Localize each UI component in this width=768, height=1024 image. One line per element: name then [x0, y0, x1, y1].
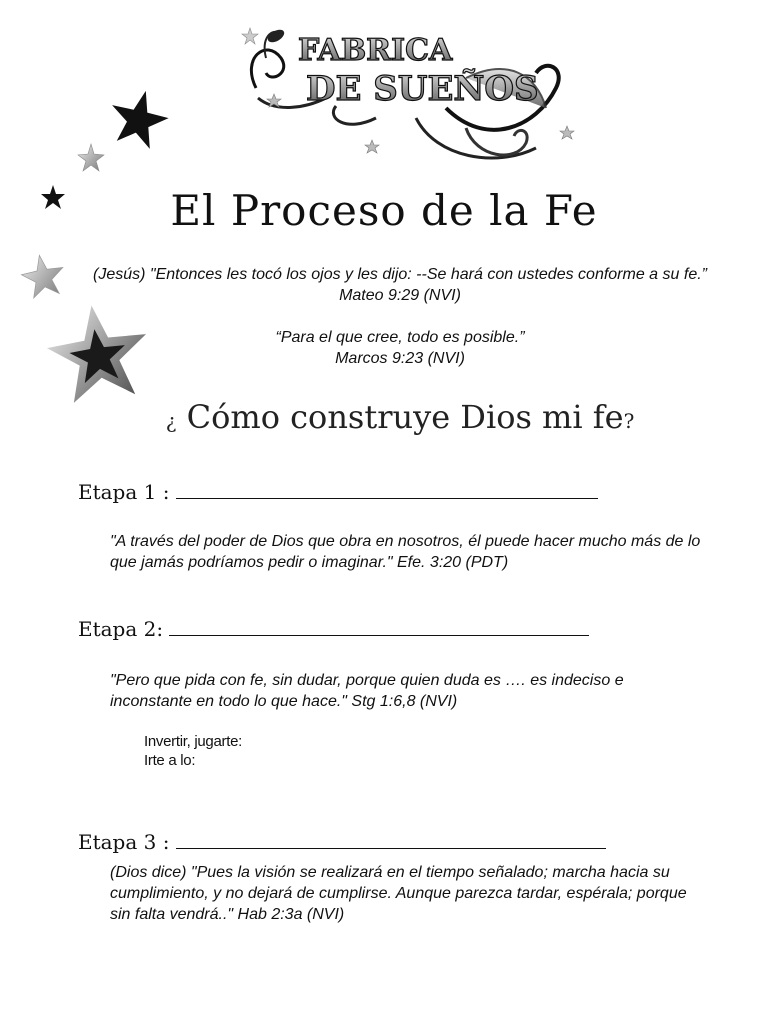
- verse-1: [0, 264, 768, 306]
- star-icon: [105, 85, 173, 152]
- stage-3-heading: Etapa 3 :: [78, 830, 606, 854]
- stage-1-quote: [110, 531, 740, 573]
- stage-3-quote: [110, 862, 740, 925]
- stage-2-quote: [110, 670, 740, 712]
- note-invertir: Invertir, jugarte:: [144, 733, 242, 750]
- verse-1-ref: Mateo 9:29 (NVI): [339, 287, 461, 304]
- stage-2-heading: Etapa 2:: [78, 617, 589, 641]
- stage-3-quote-line1: (Dios dice) "Pues la visión se realizará en el tiempo señalado; marcha hacia su: [110, 864, 670, 881]
- stage-1-label: Etapa 1: [78, 480, 157, 504]
- verse-2-text: “Para el que cree, todo es posible.”: [275, 329, 525, 346]
- note-irte: Irte a lo:: [144, 752, 196, 769]
- heading-open-mark: ¿: [165, 409, 177, 433]
- stage-3-answer-line[interactable]: [176, 848, 606, 849]
- logo: [236, 18, 576, 178]
- stage-3-label: Etapa 3: [78, 830, 157, 854]
- stage-1-heading: Etapa 1 :: [78, 480, 598, 504]
- stage-1-answer-line[interactable]: [176, 498, 598, 499]
- logo-line1: FABRICA: [298, 33, 453, 68]
- stage-2-quote-line2: inconstante en todo lo que hace." Stg 1:6,8 (NVI): [110, 693, 458, 710]
- page-title: [0, 186, 768, 235]
- star-icon: [78, 144, 104, 171]
- verse-1-text: (Jesús) "Entonces les tocó los ojos y les dijo: --Se hará con ustedes conforme a su fe.”: [93, 266, 707, 283]
- verse-2-ref: Marcos 9:23 (NVI): [335, 350, 465, 367]
- section-heading: [0, 398, 768, 436]
- stage-3-quote-line2: cumplimiento, y no dejará de cumplirse. Aunque parezca tardar, espérala; porque: [110, 885, 687, 902]
- logo-line2: DE SUEÑOS: [306, 69, 539, 109]
- heading-close-mark: ?: [623, 409, 635, 433]
- decorative-stars: [0, 80, 200, 440]
- stage-3-quote-line3: sin falta vendrá.." Hab 2:3a (NVI): [110, 906, 345, 923]
- logo-artwork: [236, 18, 576, 178]
- stage-2-notes: [144, 732, 242, 770]
- stage-2-answer-line[interactable]: [169, 635, 589, 636]
- stage-2-label: Etapa 2: [78, 617, 157, 641]
- stage-1-quote-line2: que jamás podríamos pedir o imaginar." Efe. 3:20 (PDT): [110, 554, 509, 571]
- heading-text: Cómo construye Dios mi fe: [186, 398, 624, 436]
- stage-1-quote-line1: "A través del poder de Dios que obra en nosotros, él puede hacer mucho más de lo: [110, 533, 701, 550]
- stage-2-quote-line1: "Pero que pida con fe, sin dudar, porque quien duda es …. es indeciso e: [110, 672, 624, 689]
- page-title-text: El Proceso de la Fe: [170, 186, 598, 235]
- verse-2: [0, 327, 768, 369]
